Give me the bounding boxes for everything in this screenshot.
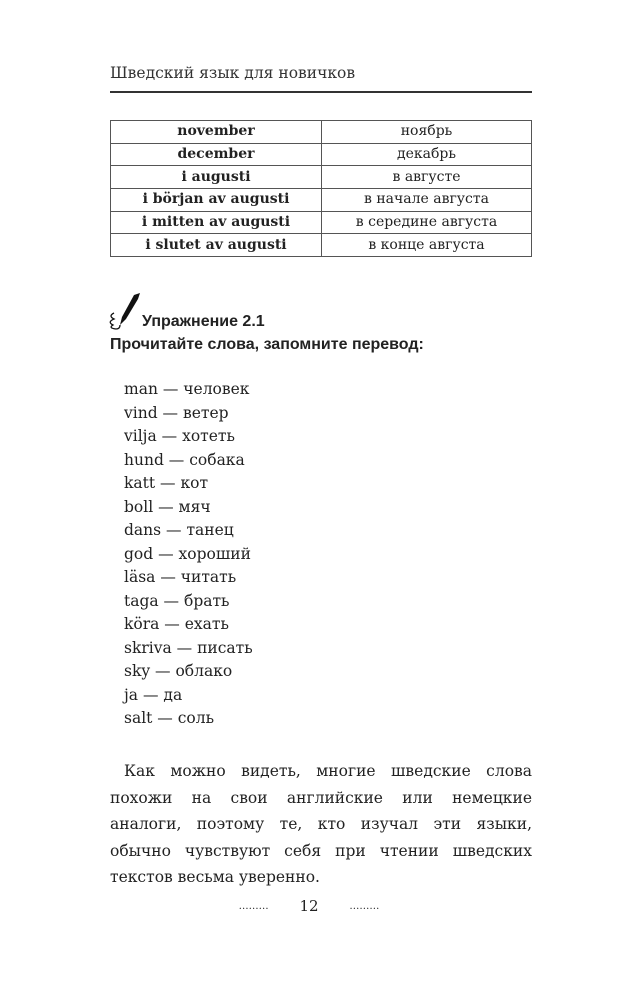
list-item: skriva — писать xyxy=(124,638,253,657)
swedish-cell: i slutet av augusti xyxy=(111,234,322,257)
list-item: vind — ветер xyxy=(124,403,229,422)
swedish-cell: december xyxy=(111,143,322,166)
table-row xyxy=(111,211,532,234)
russian-cell: ноябрь xyxy=(322,121,532,144)
russian-cell: в августе xyxy=(322,166,532,189)
table-row xyxy=(111,143,532,166)
exercise-instruction: Прочитайте слова, запомните перевод: xyxy=(110,336,424,353)
list-item: katt — кот xyxy=(124,474,209,492)
list-item: läsa — читать xyxy=(124,568,237,586)
list-item: dans — танец xyxy=(124,521,234,539)
running-header: Шведский язык для новичков xyxy=(110,64,356,82)
table-row xyxy=(111,121,532,144)
swedish-cell: i början av augusti xyxy=(111,189,322,212)
exercise-title: Упражнение 2.1 xyxy=(142,313,265,330)
list-item: taga — брать xyxy=(124,591,230,610)
table-row xyxy=(111,189,532,212)
table-row xyxy=(111,166,532,189)
russian-cell: в конце августа xyxy=(322,234,532,257)
header-rule xyxy=(110,91,532,93)
swedish-cell: november xyxy=(111,121,322,144)
list-item: hund — собака xyxy=(124,450,245,469)
swedish-cell: i mitten av augusti xyxy=(111,211,322,234)
list-item: sky — облако xyxy=(124,662,233,680)
footer-dots-right: ……… xyxy=(349,901,380,912)
list-item: salt — соль xyxy=(124,709,215,727)
list-item: man — человек xyxy=(124,380,250,398)
russian-cell: декабрь xyxy=(322,143,532,166)
footer-dots-left: ……… xyxy=(238,901,269,912)
pen-icon xyxy=(104,291,144,335)
list-item: köra — ехать xyxy=(124,615,229,633)
page-number: 12 xyxy=(299,897,319,915)
word-list xyxy=(124,378,253,731)
russian-cell: в середине августа xyxy=(322,211,532,234)
list-item: vilja — хотеть xyxy=(124,427,235,445)
list-item: boll — мяч xyxy=(124,497,211,516)
page-footer xyxy=(0,897,618,915)
list-item: ja — да xyxy=(124,685,183,704)
russian-cell: в начале августа xyxy=(322,189,532,212)
swedish-cell: i augusti xyxy=(111,166,322,189)
list-item: god — хороший xyxy=(124,544,251,563)
vocabulary-table xyxy=(110,120,532,257)
body-paragraph: Как можно видеть, многие шведские слова похожи на свои английские или немецкие аналоги, поэтому те, кто изучал эти языки, обычно чувствуют себя при чтении шведских текстов весьма уверенно. xyxy=(110,762,532,886)
table-row xyxy=(111,234,532,257)
